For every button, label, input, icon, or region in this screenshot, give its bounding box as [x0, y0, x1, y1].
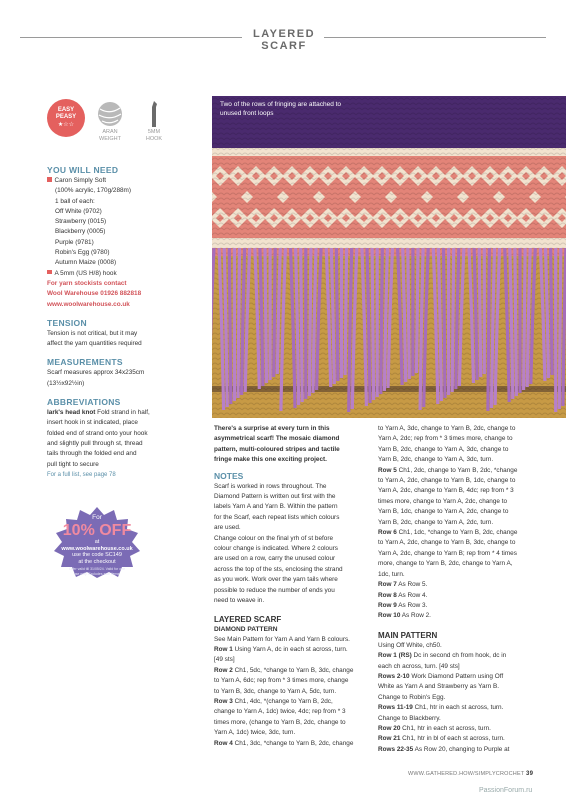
row-text: Change to Robin's Egg.	[378, 693, 446, 701]
hook-size-caption	[135, 129, 173, 143]
fringe-strand	[274, 248, 276, 377]
row-label: Rows 2-10	[378, 672, 410, 680]
notes-line: are used on a row, carry the unused colour	[214, 555, 336, 563]
fringe-strand	[559, 248, 561, 409]
row-text: Dc in second ch from hook, dc in	[411, 652, 507, 660]
abbreviation-entry	[47, 408, 202, 418]
row-text: Yarn B, 2dc, change to Yarn A, 3dc, turn.	[378, 456, 494, 464]
pattern-row	[378, 580, 536, 590]
row-text: Ch1, 5dc, *change to Yarn B, 3dc, change	[232, 666, 354, 674]
fringe-strand	[417, 248, 419, 373]
row-text: [49 sts]	[214, 656, 235, 664]
measurements-text: (13½x92½in)	[47, 379, 85, 387]
row-text: Change to Blackberry.	[378, 714, 441, 722]
row-text: Ch1, 1dc, *change to Yarn B, 2dc, change	[396, 529, 518, 537]
fringe-strand	[479, 248, 481, 377]
promo-url: www.woolwarehouse.co.uk	[61, 545, 133, 552]
main-pattern-rows	[378, 641, 536, 755]
pattern-row	[378, 724, 536, 734]
promo-text	[52, 505, 142, 576]
row-text: Yarn B, 2dc, change to Yarn A, 3dc, change to	[378, 445, 509, 453]
row-text: Work Diamond Pattern using Off	[409, 672, 504, 680]
pattern-row	[214, 676, 372, 686]
row-text: Yarn B, 1dc, change to Yarn A, 2dc, change to	[378, 508, 509, 516]
fringe-strand	[372, 248, 374, 400]
row-text: to Yarn A, 6dc; rep from * 3 times more, change	[214, 677, 349, 685]
row-text: Ch1, htr in bl of each st across, turn.	[400, 735, 505, 743]
row-text: to Yarn B, 3dc, change to Yarn A, 5dc, turn.	[214, 687, 337, 695]
pattern-column-2	[378, 424, 536, 755]
fringe-strand	[229, 248, 231, 404]
tension-text: Tension is not critical, but it may	[47, 329, 138, 337]
pattern-column-1	[214, 424, 372, 749]
pattern-row	[378, 507, 536, 517]
intro-line: fringe make this one exciting project.	[214, 456, 327, 464]
yarn-amount: 1 ball of each:	[55, 197, 95, 205]
abbreviation-def: Fold strand in half,	[95, 409, 150, 417]
diamond-pattern-rows	[214, 635, 372, 749]
row-text: As Row 20, changing to Purple at	[413, 745, 510, 753]
fringe-strand	[408, 248, 410, 379]
pattern-row	[378, 476, 536, 486]
difficulty-stars: ★☆☆	[57, 122, 75, 128]
pattern-row	[378, 466, 536, 476]
row-label: Rows 11-19	[378, 704, 413, 712]
row-text: Ch1, 2dc, change to Yarn B, 2dc, *change	[396, 466, 518, 474]
measurements-heading: MEASUREMENTS	[47, 357, 123, 368]
row-text: As Row 3.	[396, 601, 428, 609]
measurements-text: Scarf measures approx 34x235cm	[47, 369, 145, 377]
row-text: As Row 5.	[396, 581, 428, 589]
bullet-square	[47, 270, 52, 275]
yarn-weight-label: ARAN	[102, 129, 118, 135]
promo-terms: Offer valid till 31/05/24. Valid for one	[68, 567, 126, 571]
diamond-pattern-rows-cont	[378, 424, 536, 622]
pattern-row	[378, 455, 536, 465]
pattern-row	[378, 601, 536, 611]
row-text: to Yarn A, 3dc, change to Yarn B, 2dc, change to	[378, 425, 516, 432]
easy-peasy-badge	[47, 99, 85, 137]
easy-label: EASY	[57, 107, 75, 113]
diamond-pattern-heading: DIAMOND PATTERN	[214, 625, 278, 633]
notes-line: for the Scarf, each repeat lists which colours	[214, 513, 340, 521]
row-text: Using Off White, ch50.	[378, 641, 442, 649]
row-label: Row 6	[378, 529, 397, 537]
watermark: PassionForum.ru	[479, 787, 533, 794]
pattern-row	[214, 718, 372, 728]
row-text: As Row 4.	[396, 591, 428, 599]
abbreviation-term: lark's head knot	[47, 409, 96, 417]
hook-size-sub: HOOK	[145, 136, 163, 142]
row-label: Rows 22-35	[378, 745, 414, 753]
page-number: 39	[526, 771, 534, 777]
abbreviation-def: pull tight to secure	[47, 460, 99, 468]
notes-body	[214, 482, 372, 607]
row-text: 1dc, turn.	[378, 570, 405, 578]
row-text: change to Yarn A, 1dc) twice, 4dc; rep from * 3	[214, 708, 346, 716]
colour-item: Autumn Maize (0008)	[55, 259, 117, 267]
row-text: each ch across, turn. [49 sts]	[378, 662, 460, 670]
row-text: See Main Pattern for Yarn A and Yarn B colours.	[214, 635, 350, 643]
shop-line: Wool Warehouse 01926 882818	[47, 290, 142, 298]
colour-item: Off White (9702)	[55, 207, 102, 215]
row-text: more, change to Yarn B, 2dc, change to Yarn A,	[378, 560, 513, 568]
row-text: Ch1, 3dc, *change to Yarn B, 2dc, change	[232, 739, 354, 747]
pattern-row	[378, 611, 536, 621]
pattern-row	[378, 672, 536, 682]
fringe-strand	[551, 248, 553, 375]
bullet-square	[47, 177, 52, 182]
notes-line: Change colour on the final yrh of st before	[214, 534, 334, 542]
pattern-row	[214, 707, 372, 717]
pattern-row	[214, 645, 372, 655]
row-label: Row 4	[214, 739, 233, 747]
you-will-need-heading: YOU WILL NEED	[47, 165, 119, 175]
row-label: Row 5	[378, 466, 397, 474]
intro-line: There's a surprise at every turn in this	[214, 425, 330, 432]
notes-line: as you work. Work over the yarn tails where	[214, 576, 338, 584]
pattern-row	[378, 528, 536, 538]
yarn-spec: (100% acrylic, 170g/288m)	[55, 187, 132, 195]
yarn-ball-icon	[91, 99, 129, 129]
row-label: Row 7	[378, 581, 397, 589]
pattern-row	[378, 538, 536, 548]
promo-for: For	[92, 514, 102, 521]
notes-heading: NOTES	[214, 470, 244, 481]
pattern-row	[378, 682, 536, 692]
photo-caption: Two of the rows of fringing are attached to unused front loops	[220, 101, 342, 117]
pattern-row	[378, 486, 536, 496]
pattern-row	[378, 734, 536, 744]
row-label: Row 8	[378, 591, 397, 599]
notes-line: need to weave in.	[214, 597, 265, 605]
pattern-row	[378, 570, 536, 580]
fringe-strand	[301, 248, 303, 402]
scarf-photo	[212, 96, 566, 418]
colour-item: Robin's Egg (9780)	[55, 249, 110, 257]
row-label: Row 10	[378, 612, 401, 620]
pattern-row	[378, 591, 536, 601]
row-text: Ch1, htr in each st across, turn.	[400, 724, 491, 732]
pattern-row	[378, 445, 536, 455]
fringe-strand	[381, 248, 383, 394]
tension-text: affect the yarn quantities required	[47, 340, 142, 348]
row-text: Yarn A, 2dc, change to Yarn B; rep from * 4 times	[378, 549, 517, 557]
row-label: Row 21	[378, 735, 401, 743]
main-pattern-heading: MAIN PATTERN	[378, 630, 438, 640]
pattern-row	[378, 559, 536, 569]
pattern-row	[378, 424, 536, 434]
fringe-strand	[238, 248, 240, 398]
pattern-row	[378, 693, 536, 703]
pattern-row	[378, 518, 536, 528]
notes-line: are used.	[214, 524, 241, 532]
pattern-row	[378, 714, 536, 724]
row-text: times more, (change to Yarn B, 2dc, change to	[214, 718, 346, 726]
fringe-strand	[488, 248, 490, 411]
row-label: Row 3	[214, 697, 233, 705]
row-label: Row 2	[214, 666, 233, 674]
notes-line: colour change is indicated. Where 2 colours	[214, 545, 338, 553]
abbreviation-def: and slightly pull through st, thread	[47, 439, 143, 447]
row-text: As Row 2.	[400, 612, 431, 620]
promo-discount: 10% OFF	[62, 522, 132, 539]
pattern-row	[378, 434, 536, 444]
pattern-row	[378, 641, 536, 651]
yarn-line	[47, 176, 202, 186]
notes-line: Scarf is worked in rows throughout. The	[214, 482, 327, 490]
yarn-weight-caption	[91, 129, 129, 143]
intro-line: pattern, multi-coloured stripes and tactile	[214, 445, 340, 453]
row-text: Ch1, htr in each st across, turn.	[412, 704, 504, 712]
stockists-line: For yarn stockists contact	[47, 279, 127, 287]
row-text: to Yarn A, 2dc, change to Yarn B, 1dc, change to	[378, 477, 516, 485]
pattern-row	[214, 697, 372, 707]
row-text: times more, change to Yarn A, 2dc, change to	[378, 497, 508, 505]
colour-item: Blackberry (0005)	[55, 228, 106, 236]
header-rule-left	[20, 37, 242, 38]
intro-line: asymmetrical scarf! The mosaic diamond	[214, 435, 340, 443]
abbreviation-def: insert hook in st indicated, place	[47, 419, 138, 427]
header-rule-right	[324, 37, 546, 38]
footer-site: WWW.GATHERED.HOW/SIMPLYCROCHET	[408, 771, 525, 777]
row-label: Row 1 (RS)	[378, 652, 412, 660]
row-text: White as Yarn A and Strawberry as Yarn B.	[378, 683, 500, 691]
pattern-row	[214, 666, 372, 676]
hook-text: A 5mm (US H/8) hook	[54, 269, 117, 277]
page-title: LAYERED SCARF	[252, 28, 316, 52]
pattern-row	[214, 739, 372, 749]
row-text: Yarn A, 1dc) twice, 3dc, turn.	[214, 729, 296, 737]
pattern-row	[378, 549, 536, 559]
fringe-strand	[444, 248, 446, 398]
page-footer	[408, 771, 533, 777]
fringe-strand	[309, 248, 311, 396]
notes-line: Diamond Pattern is written out first with the	[214, 493, 336, 501]
pattern-row	[378, 497, 536, 507]
pattern-row	[214, 728, 372, 738]
row-label: Row 20	[378, 724, 401, 732]
promo-terms: use only. Excludes sale items.	[73, 571, 121, 576]
hook-size-label: 5MM	[147, 129, 161, 135]
row-label: Row 1	[214, 645, 233, 653]
discount-promo[interactable]	[52, 505, 142, 580]
hook-line	[47, 269, 202, 279]
fringe-strand	[265, 248, 267, 383]
abbreviations-heading: ABBREVIATIONS	[47, 397, 121, 408]
yarn-name: Caron Simply Soft	[54, 177, 106, 184]
fringe-strand	[524, 248, 526, 390]
pattern-row	[214, 687, 372, 697]
row-text: Yarn A, 2dc, change to Yarn B, 4dc; rep from * 3	[378, 487, 514, 495]
row-text: Yarn B, 2dc, change to Yarn A, 2dc, turn.	[378, 518, 494, 526]
pattern-main-heading: LAYERED SCARF	[214, 614, 282, 624]
fringe-strand	[515, 248, 517, 396]
pattern-row	[378, 745, 536, 755]
pattern-row	[378, 651, 536, 661]
notes-line: labels Yarn A and Yarn B. Within the pattern	[214, 503, 338, 511]
difficulty-badges	[47, 99, 207, 149]
row-text: Using Yarn A, dc in each st across, turn.	[232, 645, 348, 653]
pattern-row	[214, 655, 372, 665]
crochet-hook-icon	[135, 99, 173, 129]
pattern-row	[378, 662, 536, 672]
fringe-strand	[452, 248, 454, 392]
full-list-link[interactable]: For a full list, see page 78	[47, 471, 116, 478]
row-text: to Yarn A, 2dc, change to Yarn B, 3dc, change to	[378, 539, 516, 547]
fringe-strand	[336, 248, 338, 381]
peasy-label: PEASY	[55, 114, 77, 120]
row-text: Ch1, 4dc, *(change to Yarn B, 2dc,	[232, 697, 333, 705]
notes-line: possible to reduce the number of ends you	[214, 586, 335, 594]
promo-code: use the code SC149	[72, 552, 122, 558]
pattern-row	[214, 635, 372, 645]
shop-website-link[interactable]: www.woolwarehouse.co.uk	[47, 300, 130, 308]
abbreviation-def: folded end of strand onto your hook	[47, 429, 148, 437]
notes-line: across the top of the sts, enclosing the strand	[214, 565, 343, 573]
tension-heading: TENSION	[47, 317, 87, 328]
pattern-row	[378, 703, 536, 713]
sidebar	[47, 165, 202, 480]
colour-item: Purple (9781)	[55, 238, 94, 246]
promo-at: at	[94, 539, 100, 545]
abbreviation-def: tails through the folded end and	[47, 450, 137, 458]
row-label: Row 9	[378, 601, 397, 609]
row-text: Yarn A, 2dc; rep from * 3 times more, change to	[378, 435, 513, 443]
promo-checkout: at the checkout	[78, 558, 116, 565]
fringe-strand	[345, 248, 347, 375]
yarn-weight-sub: WEIGHT	[99, 136, 121, 142]
colour-item: Strawberry (0015)	[55, 218, 107, 226]
